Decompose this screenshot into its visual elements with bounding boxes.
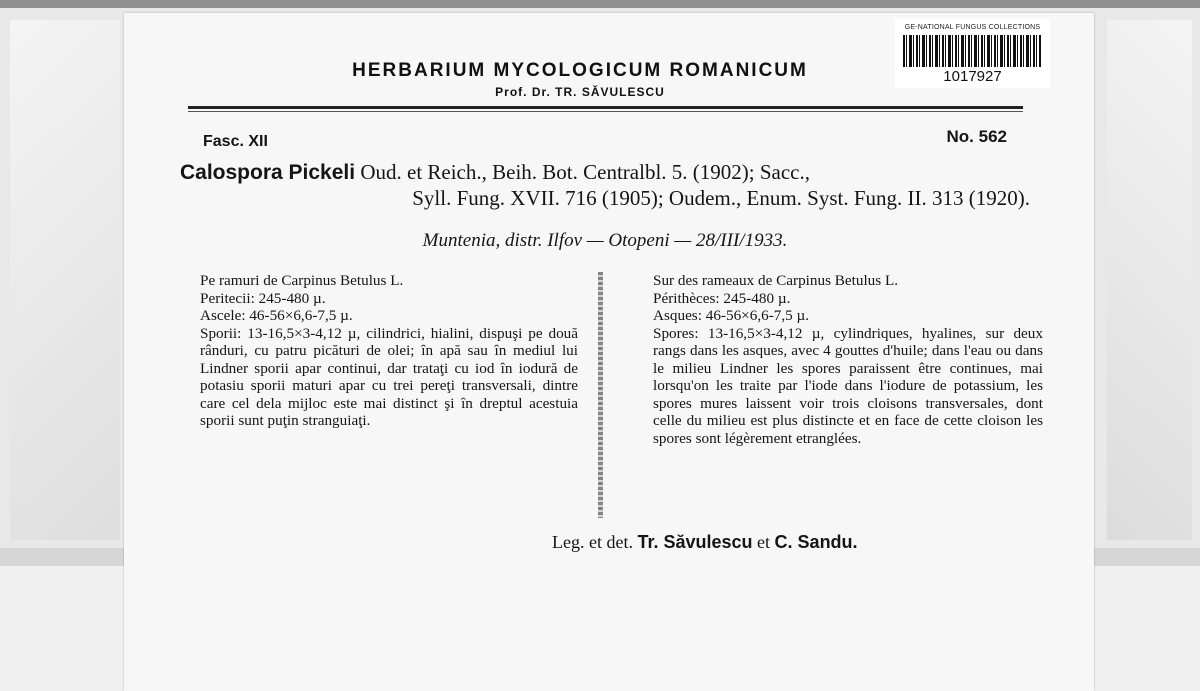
french-spores: Spores: 13-16,5×3-4,12 µ, cylindriques, hyalines, sur deux rangs dans les asques, avec 4 gouttes d'huile; dans l'eau ou dans le milieu Lindner les spores paraissent être continues, mai lorsqu'on les traite par l'iode dans l'iodure de potassium, les spores mures laissent voir trois cloisons transversales, dont celle du milieu est plus distincte et en face de cette cloison les spores sont légèrement etranglées. [653,324,1043,447]
herbarium-title: HERBARIUM MYCOLOGICUM ROMANICUM [352,60,808,81]
french-perithecia: Périthèces: 245-480 µ. [653,289,791,307]
collector-2: C. Sandu. [774,532,858,552]
romanian-description [200,272,578,430]
species-name: Calospora Pickeli [180,161,356,184]
collector-prefix: Leg. et det. [552,532,633,552]
locality: Muntenia, distr. Ilfov — Otopeni — 28/III/1933. [422,230,788,251]
citation-part-2: Syll. Fung. XVII. 716 (1905); Oudem., Enum. Syst. Fung. II. 313 (1920). [412,186,1030,210]
fascicle-label: Fasc. XII [203,133,268,150]
species-citation-line-1 [180,160,1030,185]
collector-line [552,532,858,553]
collector-join: et [757,532,771,552]
barcode-caption: GE-NATIONAL FUNGUS COLLECTIONS [904,24,1041,31]
romanian-host: Pe ramuri de Carpinus Betulus L. [200,272,404,289]
french-asci: Asques: 46-56×6,6-7,5 µ. [653,307,810,324]
citation-part-1: Oud. et Reich., Beih. Bot. Centralbl. 5. (1902); Sacc., [360,160,810,184]
barcode-number: 1017927 [943,68,1002,85]
romanian-perithecia: Peritecii: 245-480 µ. [200,289,326,307]
envelope-left-flap [10,20,120,540]
herbarium-subtitle: Prof. Dr. TR. SĂVULESCU [495,85,665,99]
romanian-asci: Ascele: 46-56×6,6-7,5 µ. [200,307,353,324]
collector-1: Tr. Săvulescu [637,532,753,552]
french-host: Sur des rameaux de Carpinus Betulus L. [653,272,899,289]
header-rule [188,106,1023,109]
header-rule-thin [188,111,1023,112]
specimen-number: No. 562 [946,127,1007,146]
french-description [653,272,1043,447]
envelope-right-flap [1107,20,1192,540]
column-divider [598,272,603,518]
romanian-spores: Sporii: 13-16,5×3-4,12 µ, cilindrici, hialini, dispuşi pe două rânduri, cu patru picături de olei; în apă sau în mediul lui Lindner sporii apar continui, dar trataţi cu iod în iodură de potasiu sporii maturi apar cu trei pereţi transversali, dintre care cel dela mijloc este mai distinct şi în dreptul acestuia sporii sunt puţin stranguiaţi. [200,324,578,429]
